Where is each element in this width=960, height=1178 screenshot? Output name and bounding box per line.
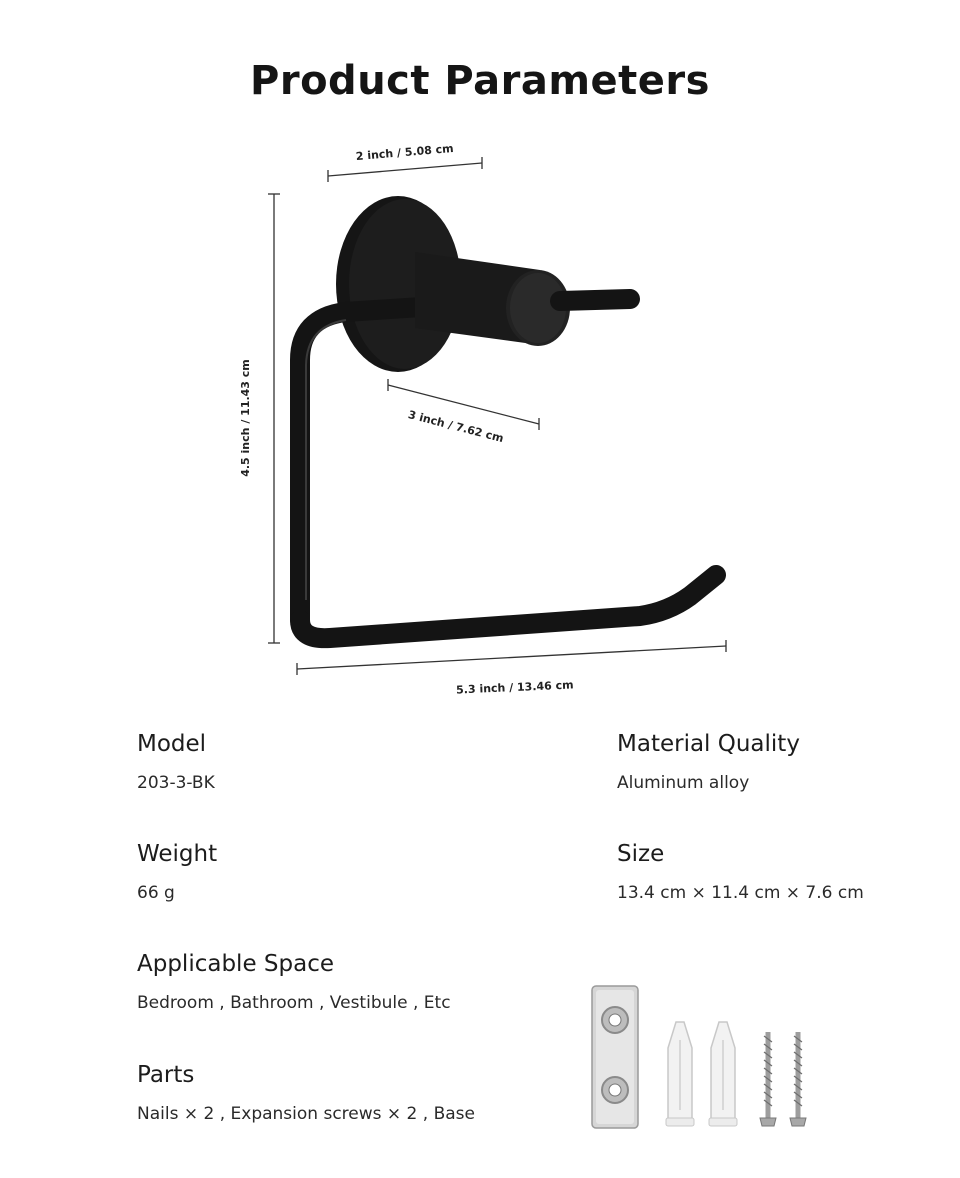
page-title: Product Parameters: [250, 58, 710, 104]
dimension-line-top: [328, 157, 482, 182]
expansion-anchor-icon: [709, 1022, 737, 1126]
spec-weight-value: 66 g: [137, 883, 175, 903]
parts-illustration: [580, 980, 820, 1140]
base-plate-icon: [592, 986, 638, 1128]
spec-model-label: Model: [137, 731, 207, 757]
spec-parts: [137, 1062, 475, 1124]
spec-size-label: Size: [617, 841, 665, 867]
dimension-label-height: 4.5 inch / 11.43 cm: [239, 359, 252, 477]
dimension-label-depth: 3 inch / 7.62 cm: [406, 408, 505, 446]
spec-parts-label: Parts: [137, 1062, 195, 1088]
spec-material-value: Aluminum alloy: [617, 773, 750, 793]
spec-material: [617, 731, 800, 793]
toilet-paper-holder-illustration: [300, 196, 716, 638]
spec-model: [137, 731, 215, 793]
dimension-line-height: [268, 194, 280, 643]
spec-material-label: Material Quality: [617, 731, 800, 757]
spec-space-label: Applicable Space: [137, 951, 334, 977]
spec-weight: [137, 841, 217, 903]
spec-weight-label: Weight: [137, 841, 218, 867]
spec-space-value: Bedroom , Bathroom , Vestibule , Etc: [137, 993, 451, 1013]
screw-icon: [790, 1032, 806, 1126]
spec-size: [617, 841, 864, 903]
screw-icon: [760, 1032, 776, 1126]
expansion-anchor-icon: [666, 1022, 694, 1126]
dimension-label-top-width: 2 inch / 5.08 cm: [355, 141, 455, 164]
spec-model-value: 203-3-BK: [137, 773, 215, 793]
spec-space: [137, 951, 451, 1013]
spec-size-value: 13.4 cm × 11.4 cm × 7.6 cm: [617, 883, 864, 903]
spec-parts-value: Nails × 2 , Expansion screws × 2 , Base: [137, 1104, 475, 1124]
dimension-label-bottom-width: 5.3 inch / 13.46 cm: [455, 678, 574, 697]
